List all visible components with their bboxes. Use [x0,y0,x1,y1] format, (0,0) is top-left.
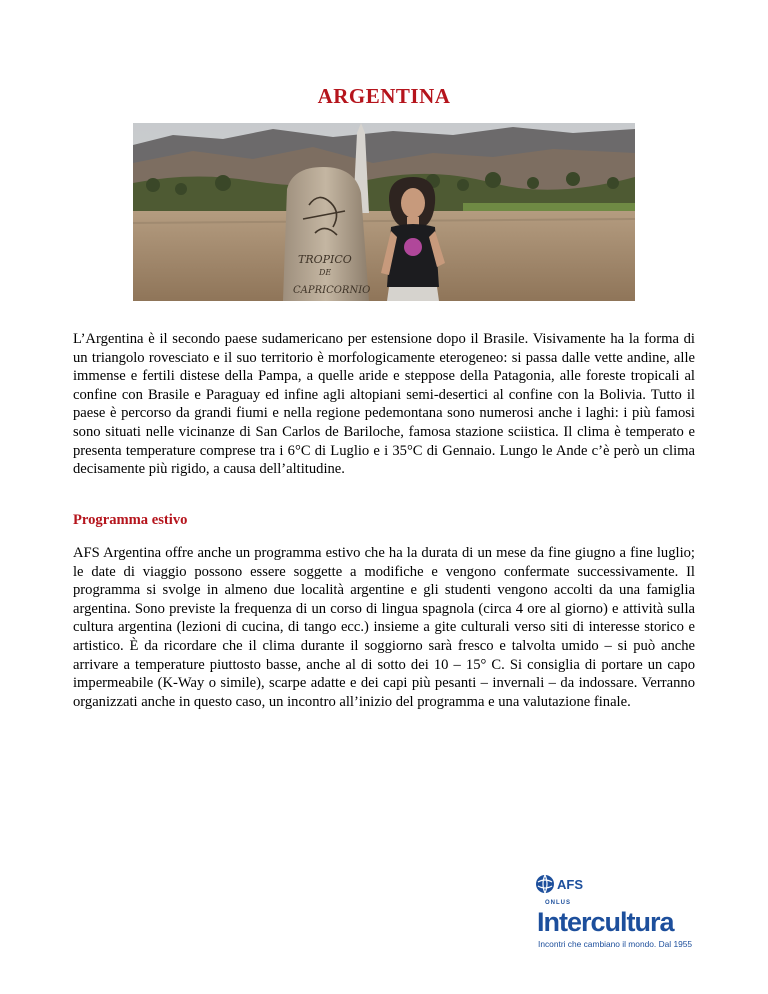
stone-text-1: TROPICO [298,253,352,266]
afs-badge [535,874,583,894]
section-heading-summer: Programma estivo [73,512,188,528]
afs-label: AFS [557,876,583,892]
intro-paragraph: L’Argentina è il secondo paese sudamericano per estensione dopo il Brasile. Visivamente ha la forma di un triangolo rovesciato e il suo territorio è morfologicamente eterogeneo: si passa dalle vette andine, alle immense e fertili distese della Pampa, a quelle aride e steppose della Patagonia, alle foreste tropicali al confine con Brasile e Paraguay ed infine agli altopiani semi-desertici al confine con la Bolivia. Tutto il paese è percorso da grandi fiumi e nella regione pedemontana sono numerosi anche i laghi: i più famosi sono situati nelle vicinanze di San Carlos de Bariloche, famosa stazione sciistica. Il clima è temperato e presenta temperature comprese tra i 6°C di Luglio e i 35°C di Gennaio. Lungo le Ande c’è però un clima decisamente più rigido, a causa dell’altitudine. [73,331,695,478]
summer-program-paragraph: AFS Argentina offre anche un programma estivo che ha la durata di un mese da fine giugno a fine luglio; le date di viaggio possono essere soggette a modifiche e vengono confermate successivamente. Il programma si svolge in almeno due località argentine e gli studenti vengono accolti da una famiglia argentina. Sono previste la frequenza di un corso di lingua spagnola (circa 4 ore al giorno) e attività sulla cultura argentina (lezioni di cucina, di tango ecc.) insieme a gite culturali verso siti di interesse storico e artistico. È da ricordare che il clima durante il soggiorno sarà fresco e talvolta umido – si può anche arrivare a temperature piuttosto basse, anche al di sotto dei 10 – 15° C. Si consiglia di portare un capo impermeabile (K-Way o simile), scarpe adatte e dei capi più pesanti – invernali – da indossare. Verranno organizzati anche in questo caso, un incontro all’inizio del programma e una valutazione finale. [73,545,695,710]
intercultura-logo [535,868,701,953]
stone-text-2: DE [319,268,332,277]
onlus-label: ONLUS [545,900,571,906]
stone-text-3: CAPRICORNIO [293,285,371,296]
argentina-photo [133,123,635,301]
page-title: ARGENTINA [317,84,451,108]
brand-tagline: Incontri che cambiano il mondo. Dal 1955 [538,939,693,949]
brand-name: Intercultura [537,907,674,937]
globe-icon [535,874,555,894]
